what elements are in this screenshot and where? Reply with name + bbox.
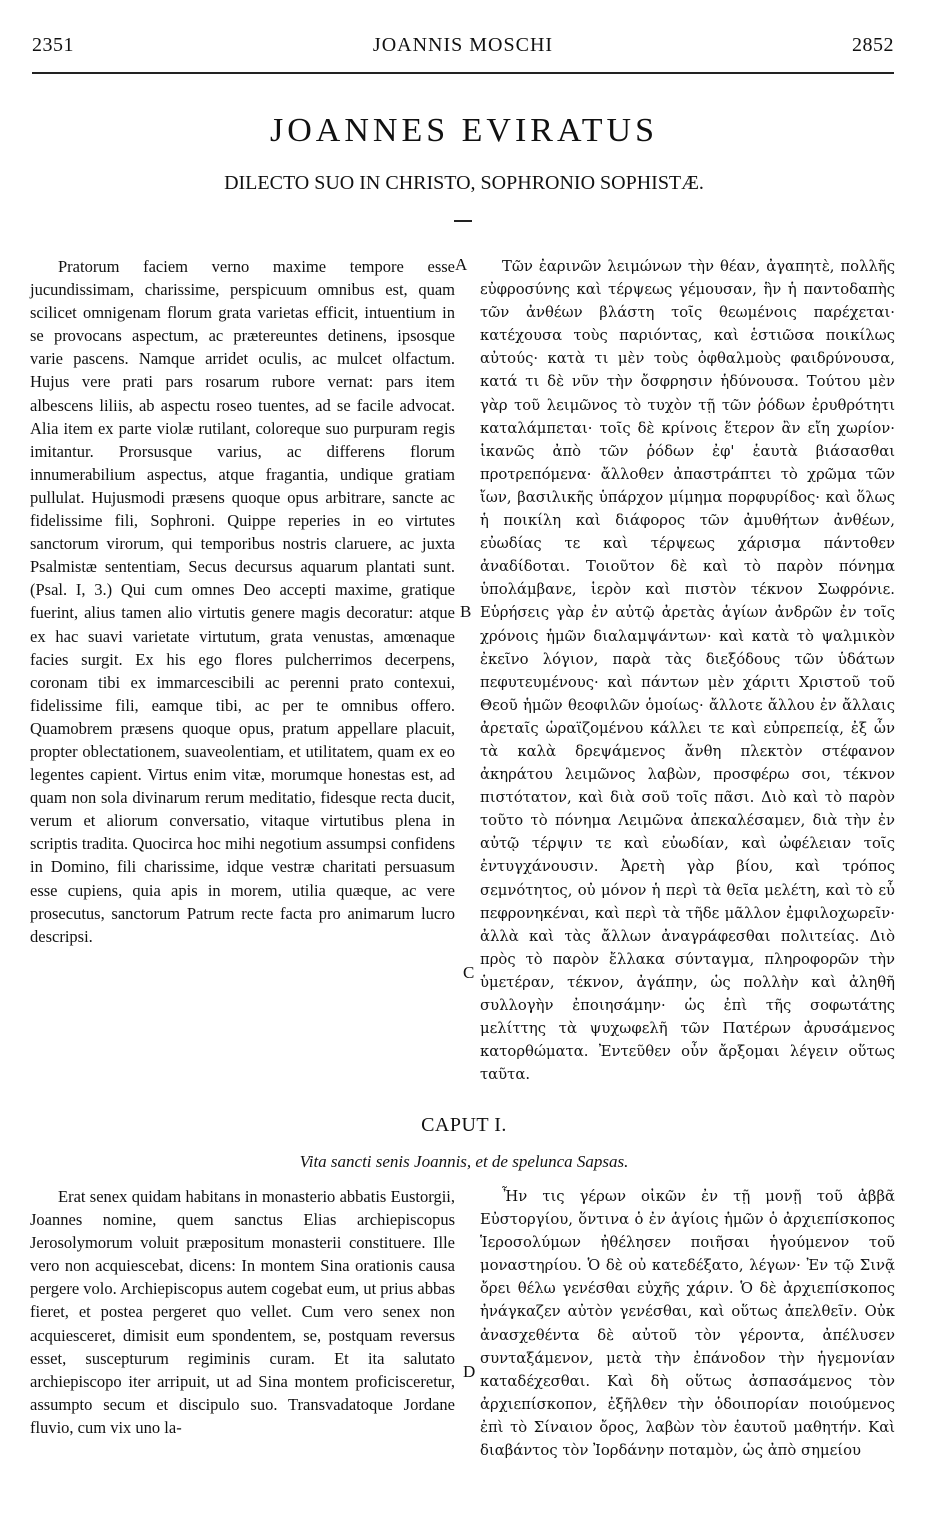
margin-letter-a: A <box>455 255 468 274</box>
chapter-latin-column <box>30 1185 455 1439</box>
chapter-latin-text: Erat senex quidam habitans in monasterio abbatis Eustorgii, Joannes nomine, quem sanctus Elias archiepiscopus Jerosolymorum voluit præpositum monasterii constituere. Ille vero non acquiescebat, dicens: In montem Sina orationis causa pergere volo. Archiepiscopus autem cogebat eum, ut prius abbas fieret, et postea pergeret quo vellet. Cum vero senex non acquiesceret, dimisit eum spondentem, se, postquam reversus esset, suscepturum regiminis curam. Et ita salutato archiepiscopo iter arripuit, ut ad Sina montem proficisceretur, assumpto secum et discipulo suo. Transvadatoque Jordane fluvio, cum vix uno la- <box>30 1187 455 1437</box>
margin-letter-b: B <box>460 602 472 621</box>
preface-latin-column <box>30 255 455 948</box>
running-title: JOANNIS MOSCHI <box>372 34 554 56</box>
main-title: JOANNES EVIRATUS <box>270 112 658 149</box>
chapter-title: CAPUT I. <box>421 1114 507 1136</box>
running-header <box>32 34 894 60</box>
margin-letter-c: C <box>463 963 475 982</box>
preface-greek-column <box>480 255 895 1086</box>
chapter-subtitle: Vita sancti senis Joannis, et de spelunca Sapsas. <box>299 1152 629 1171</box>
page-number-right: 2852 <box>852 34 894 56</box>
page-number-left: 2351 <box>32 34 74 56</box>
title-divider <box>454 220 472 222</box>
margin-letter-d: D <box>463 1362 476 1381</box>
dedication-subtitle: DILECTO SUO IN CHRISTO, SOPHRONIO SOPHISTÆ. <box>224 172 704 194</box>
preface-greek-text: Τῶν ἐαρινῶν λειμώνων τὴν θέαν, ἀγαπητὲ, πολλῆς εὐφροσύνης καὶ τέρψεως γέμουσαν, ἣν ἡ παντοδαπὴς τῶν ἀνθέων βλάστη τοῖς θεωμένοις παρέχεται· κατέχουσα τοὺς παριόντας, καὶ ἑστιῶσα ποικίλως αὐτούς· κατὰ τι μὲν τοὺς ὀφθαλμοὺς φαιδρύνουσα, κατά τι δὲ νῦν τὴν ὄσφρησιν ἡδύνουσα. Τούτου μὲν γὰρ τοῦ λειμῶνος τὸ τυχὸν τῇ τῶν ῥόδων ἐρυθρότητι καταλάμπεται· τοῖς δὲ κρίνοις ἕτερον ἂν εἴη χωρίον· ἱκανῶς ἀπὸ τῶν ῥόδων ἐφ' ἑαυτὰ βιάσασθαι προτρεπόμενα· ἄλλοθεν ἀπαστράπτει τὸ χρῶμα τῶν ἴων, βασιλικῆς ὑπάρχον μίμημα πορφυρίδος· καὶ ὅλως ἡ ποικίλη καὶ διάφορος τῶν ἀμυθήτων ἀνθέων, εὐωδίας τε καὶ τέρψεως χάρισμα πάντοθεν ἀναδίδοται. Τοιοῦτον δὲ καὶ τὸ παρὸν πόνημα ὑπολάμβανε, ἱερὸν καὶ πιστὸν τέκνον Σωφρόνιε. Εὑρήσεις γὰρ ἐν αὐτῷ ἀρετὰς ἁγίων ἀνδρῶν ἐν τοῖς χρόνοις ἡμῶν διαλαμψάντων· καὶ κατὰ τὸ ψαλμικὸν ἐκεῖνο λόγιον, παρὰ τὰς διεξόδους τῶν ὑδάτων πεφυτευμένους· καὶ πάντων μὲν χάριτι Χριστοῦ τοῦ Θεοῦ ἡμῶν θεοφιλῶν ὁμοίως· ἄλλοτε ἄλλου ἐν ἄλλαις ἀρεταῖς ὡραϊζομένου κάλλει τε καὶ εὐπρεπείᾳ, ἐξ ὧν τὰ καλὰ δρεψάμενος ἄνθη πλεκτὸν στέφανον ἀκηράτου λειμῶνος λαβὼν, προσφέρω σοι, τέκνον πιστότατον, καὶ διὰ σοῦ τοῖς πᾶσι. Διὸ καὶ τὸ παρὸν τοῦτο τὸ πόνημα Λειμῶνα ἀπεκαλέσαμεν, διὰ τὴν ἐν αὐτῷ τέρψιν τε καὶ εὐωδίαν, καὶ ὠφέλειαν τοῖς ἐντυγχάνουσιν. Ἀρετὴ γὰρ βίου, καὶ τρόπος σεμνότητος, οὐ μόνον ἡ περὶ τὰ θεῖα μελέτη, καὶ τὸ εὖ πεφρονηκέναι, καὶ περὶ τὰ τῆδε μᾶλλον ἐμφιλοχωρεῖν· ἀλλὰ καὶ τὰς ἄλλων ἀναγράφεσθαι πολιτείας. Διὸ πρὸς τὸ παρὸν ἔλλακα σύνταγμα, πληροφορῶν τὴν ὑμετέραν, τέκνον, ἀγάπην, ὡς πολλὴν καὶ ἀληθῆ συλλογὴν ἐποιησάμην· ὡς ἐπὶ τῆς σοφωτάτης μελίττης τὰ ψυχωφελῆ τῶν Πατέρων ἀρυσάμενος κατορθώματα. Ἐντεῦθεν οὖν ἄρξομαι λέγειν οὕτως ταῦτα. <box>480 258 895 1084</box>
header-rule <box>32 72 894 74</box>
preface-latin-text: Pratorum faciem verno maxime tempore esse jucundissimam, charissime, perspicuum omnibus est, quam scilicet omnigenam florum grata varietas efficit, intuentium in se provocans aspectum, ac prætereuntes detinens, ipsosque varie pascens. Namque arridet oculis, ac mulcet olfactum. Hujus vere prati pars rosarum rubore vernat: pars item albescens liliis, ab aspectu roseo tuentes, ad se facile advocat. Alia item ex parte violæ rutilant, coloreque suo purpuram regis imitantur. Prorsusque varius, ac differens florum innumerabilium aspectus, atque fragantia, undique gratiam pullulat. Hujusmodi præsens quoque opus arbitrare, sancte ac fidelissime fili, Sophroni. Quippe reperies in eo virtutes sanctorum virorum, qui temporibus nostris claruere, ac juxta Psalmistæ sententiam, Secus decursus aquarum plantati sunt. (Psal. I, 3.) Qui cum omnes Deo accepti maxime, gratique fuerint, alius tamen alio virtutis genere magis decoratur: atque ex hac suavi varietate virtutum, grata venustas, amœnaque facies surgit. Ex his ego flores pulcherrimos decerpens, coronam tibi ex immarcescibili ac perenni prato contexui, fidelissime fili, eamque tibi, ac per te omnibus offero. Quamobrem præsens quoque opus, pratum appellare placuit, propter oblectationem, suaveolentiam, et utilitatem, quam ex eo legentes capient. Virtus enim vitæ, morumque honestas est, ad quam non sola divinarum rerum meditatio, fidesque recta ducit, verum et aliorum conversatio, vitaque virtutibus plena in scriptis tradita. Quocirca hoc mihi negotium assumpsi confidens in Domino, fili charissime, idque vestræ charitati persuasum esse cupiens, quia apis in morem, utilia quæque, ac vere prosecutus, sanctorum Patrum recte facta pro animarum lucro descripsi. <box>30 257 455 946</box>
chapter-greek-text: Ἦν τις γέρων οἰκῶν ἐν τῇ μονῇ τοῦ ἀββᾶ Εὐστοργίου, ὅντινα ὁ ἐν ἁγίοις ἡμῶν ὁ ἀρχιεπίσκοπος Ἱεροσολύμων ἠθέλησεν ποιῆσαι ἡγούμενον τοῦ μοναστηρίου. Ὁ δὲ οὐ κατεδέξατο, λέγων· Ἐν τῷ Σινᾷ ὄρει θέλω γενέσθαι εὐχῆς χάριν. Ὁ δὲ ἀρχιεπίσκοπος ἠνάγκαζεν αὐτὸν γενέσθαι, καὶ οὕτως ἀπελθεῖν. Οὐκ ἀνασχεθέντα δὲ αὐτοῦ τὸν γέροντα, ἀπέλυσεν συνταξάμενον, μετὰ τὴν ἐπάνοδον τὴν ἡγεμονίαν καταδέχεσθαι. Καὶ δὴ οὕτως ἀσπασάμενος τὸν ἀρχιεπίσκοπον, ἐξῆλθεν τὴν ὁδοιπορίαν ποιούμενος ἐπὶ τὸ Σίναιον ὄρος, λαβὼν τὸν ἑαυτοῦ μαθητήν. Καὶ διαβάντος τὸν Ἰορδάνην ποταμὸν, ὡς ἀπὸ σημείου <box>480 1188 895 1460</box>
chapter-greek-column <box>480 1185 895 1462</box>
